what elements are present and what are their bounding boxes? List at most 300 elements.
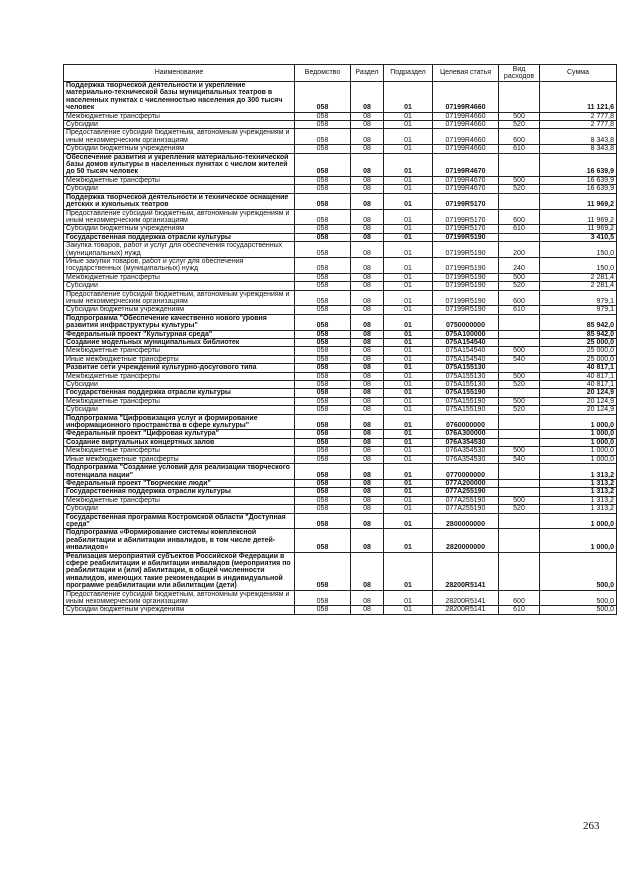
cell-section: 08 [351, 496, 384, 504]
cell-sum: 2 777,8 [540, 112, 617, 120]
table-row [64, 455, 617, 463]
cell-name: Федеральный проект "Культурная среда" [64, 330, 295, 338]
cell-subsection: 01 [384, 185, 433, 193]
table-row [64, 176, 617, 184]
cell-name: Межбюджетные трансферты [64, 273, 295, 281]
cell-sum: 20 124,9 [540, 389, 617, 397]
cell-article: 076A354530 [433, 455, 499, 463]
cell-section: 08 [351, 330, 384, 338]
cell-name: Субсидии [64, 381, 295, 389]
cell-article: 075A155130 [433, 381, 499, 389]
cell-subsection: 01 [384, 438, 433, 446]
cell-section: 08 [351, 185, 384, 193]
cell-section: 08 [351, 121, 384, 129]
cell-exptype: 520 [499, 185, 540, 193]
cell-name: Федеральный проект "Цифровая культура" [64, 430, 295, 438]
table-row [64, 496, 617, 504]
cell-exptype [499, 464, 540, 480]
cell-dept: 058 [295, 290, 351, 306]
col-header-article: Целевая статья [433, 65, 499, 82]
cell-dept: 058 [295, 488, 351, 496]
cell-section: 08 [351, 455, 384, 463]
cell-article: 075A155190 [433, 397, 499, 405]
table-row [64, 364, 617, 372]
cell-dept: 058 [295, 381, 351, 389]
cell-dept: 058 [295, 464, 351, 480]
table-row [64, 233, 617, 241]
cell-dept: 058 [295, 314, 351, 330]
cell-article: 07199R5190 [433, 282, 499, 290]
table-row [64, 552, 617, 590]
cell-exptype: 500 [499, 112, 540, 120]
cell-exptype: 500 [499, 496, 540, 504]
cell-article: 28200R5141 [433, 606, 499, 614]
cell-name: Создание модельных муниципальных библиотек [64, 339, 295, 347]
cell-dept: 058 [295, 121, 351, 129]
cell-dept: 058 [295, 397, 351, 405]
cell-exptype [499, 314, 540, 330]
cell-section: 08 [351, 193, 384, 209]
cell-exptype: 600 [499, 209, 540, 225]
cell-subsection: 01 [384, 193, 433, 209]
col-header-name: Наименование [64, 65, 295, 82]
cell-sum: 85 942,0 [540, 314, 617, 330]
cell-subsection: 01 [384, 153, 433, 176]
cell-article: 07199R5170 [433, 209, 499, 225]
cell-name: Субсидии бюджетным учреждениям [64, 145, 295, 153]
cell-exptype: 600 [499, 290, 540, 306]
cell-section: 08 [351, 513, 384, 529]
table-row [64, 225, 617, 233]
cell-exptype: 500 [499, 176, 540, 184]
cell-dept: 058 [295, 513, 351, 529]
table-row [64, 282, 617, 290]
cell-name: Межбюджетные трансферты [64, 397, 295, 405]
cell-article: 07199R4660 [433, 112, 499, 120]
cell-exptype: 520 [499, 282, 540, 290]
cell-dept: 058 [295, 233, 351, 241]
cell-section: 08 [351, 552, 384, 590]
cell-article: 07199R5190 [433, 306, 499, 314]
cell-subsection: 01 [384, 306, 433, 314]
cell-article: 077A255190 [433, 488, 499, 496]
cell-name: Иные закупки товаров, работ и услуг для обеспечения государственных (муниципальных) нужд [64, 257, 295, 273]
cell-article: 077A255190 [433, 505, 499, 513]
cell-section: 08 [351, 242, 384, 258]
cell-subsection: 01 [384, 455, 433, 463]
header-row [64, 65, 617, 82]
table-row [64, 505, 617, 513]
cell-dept: 058 [295, 447, 351, 455]
cell-sum: 1 000,0 [540, 455, 617, 463]
cell-article: 07199R4670 [433, 185, 499, 193]
cell-article: 07199R5190 [433, 273, 499, 281]
cell-article: 076A354530 [433, 447, 499, 455]
cell-name: Межбюджетные трансферты [64, 447, 295, 455]
cell-sum: 2 281,4 [540, 273, 617, 281]
cell-sum: 11 969,2 [540, 209, 617, 225]
cell-name: Поддержка творческой деятельности и укрепление материально-технической базы муниципальных театров в населенных пунктах с численностью населения до 300 тысяч человек [64, 82, 295, 113]
cell-subsection: 01 [384, 145, 433, 153]
cell-dept: 058 [295, 406, 351, 414]
cell-section: 08 [351, 381, 384, 389]
cell-exptype [499, 529, 540, 552]
cell-section: 08 [351, 397, 384, 405]
cell-section: 08 [351, 209, 384, 225]
cell-sum: 1 000,0 [540, 414, 617, 430]
table-row [64, 193, 617, 209]
table-row [64, 257, 617, 273]
table-row [64, 529, 617, 552]
cell-article: 075A155190 [433, 389, 499, 397]
cell-subsection: 01 [384, 112, 433, 120]
cell-section: 08 [351, 464, 384, 480]
cell-name: Развитие сети учреждений культурно-досугового типа [64, 364, 295, 372]
cell-name: Субсидии бюджетным учреждениям [64, 306, 295, 314]
table-row [64, 145, 617, 153]
table-row [64, 347, 617, 355]
table-row [64, 330, 617, 338]
cell-dept: 058 [295, 225, 351, 233]
cell-subsection: 01 [384, 121, 433, 129]
cell-subsection: 01 [384, 381, 433, 389]
cell-exptype [499, 479, 540, 487]
cell-dept: 058 [295, 347, 351, 355]
cell-article: 07199R4660 [433, 82, 499, 113]
cell-subsection: 01 [384, 406, 433, 414]
table-row [64, 273, 617, 281]
cell-dept: 058 [295, 339, 351, 347]
cell-sum: 1 000,0 [540, 513, 617, 529]
cell-subsection: 01 [384, 233, 433, 241]
cell-dept: 058 [295, 496, 351, 504]
table-row [64, 82, 617, 113]
cell-dept: 058 [295, 438, 351, 446]
cell-article: 0770000000 [433, 464, 499, 480]
table-row [64, 185, 617, 193]
cell-name: Государственная поддержка отрасли культуры [64, 389, 295, 397]
table-row [64, 606, 617, 614]
table-row [64, 488, 617, 496]
cell-dept: 058 [295, 112, 351, 120]
cell-exptype [499, 552, 540, 590]
cell-dept: 058 [295, 552, 351, 590]
cell-section: 08 [351, 314, 384, 330]
cell-article: 0750000000 [433, 314, 499, 330]
cell-sum: 1 000,0 [540, 438, 617, 446]
table-row [64, 397, 617, 405]
cell-article: 2800000000 [433, 513, 499, 529]
cell-subsection: 01 [384, 430, 433, 438]
cell-section: 08 [351, 488, 384, 496]
cell-article: 07199R4660 [433, 129, 499, 145]
cell-name: Предоставление субсидий бюджетным, автономным учреждениям и иным некоммерческим организациям [64, 129, 295, 145]
cell-article: 0760000000 [433, 414, 499, 430]
cell-sum: 8 343,8 [540, 129, 617, 145]
cell-section: 08 [351, 364, 384, 372]
cell-subsection: 01 [384, 225, 433, 233]
cell-subsection: 01 [384, 314, 433, 330]
cell-section: 08 [351, 447, 384, 455]
cell-article: 28200R5141 [433, 590, 499, 606]
cell-name: Обеспечение развития и укрепления материально-технической базы домов культуры в населенных пунктах с числом жителей до 50 тысяч человек [64, 153, 295, 176]
cell-subsection: 01 [384, 355, 433, 363]
cell-exptype [499, 82, 540, 113]
cell-article: 077A255190 [433, 496, 499, 504]
cell-sum: 1 313,2 [540, 496, 617, 504]
cell-exptype: 610 [499, 145, 540, 153]
cell-section: 08 [351, 347, 384, 355]
page-number: 263 [583, 820, 600, 832]
cell-subsection: 01 [384, 282, 433, 290]
cell-name: Субсидии бюджетным учреждениям [64, 606, 295, 614]
cell-sum: 500,0 [540, 590, 617, 606]
table-row [64, 381, 617, 389]
cell-name: Подпрограмма "Создание условий для реализации творческого потенциала нации" [64, 464, 295, 480]
cell-subsection: 01 [384, 347, 433, 355]
cell-name: Субсидии бюджетным учреждениям [64, 225, 295, 233]
cell-dept: 058 [295, 193, 351, 209]
cell-subsection: 01 [384, 242, 433, 258]
cell-exptype [499, 153, 540, 176]
cell-dept: 058 [295, 145, 351, 153]
cell-section: 08 [351, 438, 384, 446]
cell-name: Межбюджетные трансферты [64, 372, 295, 380]
cell-exptype: 500 [499, 273, 540, 281]
cell-name: Поддержка творческой деятельности и техническое оснащение детских и кукольных театров [64, 193, 295, 209]
col-header-exptype: Вид расходов [499, 65, 540, 82]
cell-exptype: 600 [499, 590, 540, 606]
table-row [64, 290, 617, 306]
cell-exptype: 540 [499, 355, 540, 363]
cell-dept: 058 [295, 257, 351, 273]
cell-dept: 058 [295, 185, 351, 193]
table-row [64, 314, 617, 330]
cell-sum: 1 313,2 [540, 464, 617, 480]
cell-sum: 500,0 [540, 552, 617, 590]
cell-exptype [499, 513, 540, 529]
cell-sum: 979,1 [540, 306, 617, 314]
cell-exptype: 500 [499, 347, 540, 355]
cell-dept: 058 [295, 414, 351, 430]
cell-name: Субсидии [64, 282, 295, 290]
cell-section: 08 [351, 590, 384, 606]
cell-exptype [499, 339, 540, 347]
col-header-section: Раздел [351, 65, 384, 82]
cell-section: 08 [351, 479, 384, 487]
table-row [64, 406, 617, 414]
cell-article: 075A154540 [433, 347, 499, 355]
cell-name: Предоставление субсидий бюджетным, автономным учреждениям и иным некоммерческим организациям [64, 290, 295, 306]
cell-section: 08 [351, 145, 384, 153]
cell-exptype: 540 [499, 455, 540, 463]
table-row [64, 479, 617, 487]
cell-subsection: 01 [384, 257, 433, 273]
cell-section: 08 [351, 389, 384, 397]
budget-table [63, 64, 617, 615]
cell-dept: 058 [295, 355, 351, 363]
cell-section: 08 [351, 153, 384, 176]
cell-article: 07199R5170 [433, 193, 499, 209]
cell-dept: 058 [295, 282, 351, 290]
cell-name: Иные межбюджетные трансферты [64, 455, 295, 463]
cell-subsection: 01 [384, 273, 433, 281]
cell-section: 08 [351, 372, 384, 380]
cell-section: 08 [351, 257, 384, 273]
cell-exptype: 500 [499, 372, 540, 380]
cell-sum: 1 000,0 [540, 447, 617, 455]
cell-section: 08 [351, 112, 384, 120]
cell-sum: 11 969,2 [540, 193, 617, 209]
cell-subsection: 01 [384, 339, 433, 347]
cell-section: 08 [351, 225, 384, 233]
cell-name: Межбюджетные трансферты [64, 496, 295, 504]
cell-exptype [499, 364, 540, 372]
cell-article: 076A354530 [433, 438, 499, 446]
cell-name: Субсидии [64, 185, 295, 193]
cell-sum: 150,0 [540, 257, 617, 273]
cell-subsection: 01 [384, 129, 433, 145]
cell-dept: 058 [295, 529, 351, 552]
cell-sum: 11 121,6 [540, 82, 617, 113]
cell-sum: 2 777,8 [540, 121, 617, 129]
table-row [64, 447, 617, 455]
cell-sum: 20 124,9 [540, 406, 617, 414]
cell-name: Предоставление субсидий бюджетным, автономным учреждениям и иным некоммерческим организациям [64, 209, 295, 225]
cell-name: Реализация мероприятий субъектов Российской Федерации в сфере реабилитации и абилитации инвалидов (мероприятия по реабилитации и (или) абилитации, в общей численности инвалидов, имеющих такие рекомендации в индивидуальной программе реабилитации или абилитации (дети) [64, 552, 295, 590]
cell-section: 08 [351, 233, 384, 241]
cell-section: 08 [351, 306, 384, 314]
cell-exptype: 500 [499, 447, 540, 455]
cell-sum: 1 313,2 [540, 505, 617, 513]
cell-name: Закупка товаров, работ и услуг для обеспечения государственных (муниципальных) нужд [64, 242, 295, 258]
cell-dept: 058 [295, 364, 351, 372]
table-row [64, 438, 617, 446]
cell-name: Иные межбюджетные трансферты [64, 355, 295, 363]
cell-dept: 058 [295, 306, 351, 314]
cell-article: 075A155190 [433, 406, 499, 414]
cell-exptype: 500 [499, 397, 540, 405]
cell-dept: 058 [295, 389, 351, 397]
cell-subsection: 01 [384, 513, 433, 529]
cell-subsection: 01 [384, 414, 433, 430]
cell-sum: 25 000,0 [540, 355, 617, 363]
cell-sum: 85 942,0 [540, 330, 617, 338]
cell-subsection: 01 [384, 496, 433, 504]
cell-sum: 20 124,9 [540, 397, 617, 405]
cell-subsection: 01 [384, 479, 433, 487]
cell-article: 075A100000 [433, 330, 499, 338]
cell-subsection: 01 [384, 290, 433, 306]
cell-article: 07199R4660 [433, 121, 499, 129]
table-row [64, 590, 617, 606]
cell-exptype: 610 [499, 225, 540, 233]
cell-subsection: 01 [384, 372, 433, 380]
cell-dept: 058 [295, 330, 351, 338]
cell-section: 08 [351, 290, 384, 306]
cell-dept: 058 [295, 505, 351, 513]
cell-sum: 16 639,9 [540, 185, 617, 193]
cell-section: 08 [351, 430, 384, 438]
cell-exptype [499, 193, 540, 209]
table-row [64, 355, 617, 363]
cell-dept: 058 [295, 372, 351, 380]
cell-subsection: 01 [384, 82, 433, 113]
cell-section: 08 [351, 273, 384, 281]
cell-exptype: 200 [499, 242, 540, 258]
cell-subsection: 01 [384, 447, 433, 455]
cell-article: 28200R5141 [433, 552, 499, 590]
table-row [64, 464, 617, 480]
cell-name: Подпрограмма "Цифровизация услуг и формирование информационного пространства в сфере культуры" [64, 414, 295, 430]
cell-sum: 16 639,9 [540, 176, 617, 184]
cell-name: Межбюджетные трансферты [64, 347, 295, 355]
cell-article: 075A155130 [433, 372, 499, 380]
cell-subsection: 01 [384, 552, 433, 590]
cell-dept: 058 [295, 479, 351, 487]
cell-sum: 500,0 [540, 606, 617, 614]
table-body [64, 82, 617, 615]
cell-article: 075A154540 [433, 355, 499, 363]
cell-article: 076A300000 [433, 430, 499, 438]
cell-sum: 16 639,9 [540, 153, 617, 176]
cell-section: 08 [351, 282, 384, 290]
cell-subsection: 01 [384, 529, 433, 552]
cell-name: Межбюджетные трансферты [64, 112, 295, 120]
col-header-dept: Ведомство [295, 65, 351, 82]
cell-sum: 40 817,1 [540, 364, 617, 372]
cell-subsection: 01 [384, 330, 433, 338]
cell-exptype: 520 [499, 121, 540, 129]
cell-exptype: 610 [499, 306, 540, 314]
cell-sum: 979,1 [540, 290, 617, 306]
cell-exptype: 520 [499, 505, 540, 513]
cell-name: Межбюджетные трансферты [64, 176, 295, 184]
cell-sum: 1 000,0 [540, 529, 617, 552]
cell-name: Создание виртуальных концертных залов [64, 438, 295, 446]
cell-dept: 058 [295, 209, 351, 225]
cell-subsection: 01 [384, 488, 433, 496]
cell-article: 077A200000 [433, 479, 499, 487]
cell-section: 08 [351, 529, 384, 552]
cell-exptype [499, 414, 540, 430]
cell-sum: 25 000,0 [540, 339, 617, 347]
cell-subsection: 01 [384, 464, 433, 480]
table-row [64, 112, 617, 120]
cell-sum: 8 343,8 [540, 145, 617, 153]
table-row [64, 209, 617, 225]
cell-sum: 11 969,2 [540, 225, 617, 233]
cell-article: 07199R5190 [433, 257, 499, 273]
cell-dept: 058 [295, 153, 351, 176]
cell-exptype [499, 488, 540, 496]
cell-exptype [499, 430, 540, 438]
table-row [64, 389, 617, 397]
cell-dept: 058 [295, 455, 351, 463]
cell-section: 08 [351, 129, 384, 145]
cell-section: 08 [351, 355, 384, 363]
table-row [64, 430, 617, 438]
col-header-subsection: Подраздел [384, 65, 433, 82]
cell-exptype: 600 [499, 129, 540, 145]
cell-exptype [499, 438, 540, 446]
table-row [64, 339, 617, 347]
table-row [64, 129, 617, 145]
cell-exptype [499, 330, 540, 338]
cell-dept: 058 [295, 606, 351, 614]
cell-sum: 3 410,5 [540, 233, 617, 241]
cell-name: Государственная программа Костромской области "Доступная среда" [64, 513, 295, 529]
